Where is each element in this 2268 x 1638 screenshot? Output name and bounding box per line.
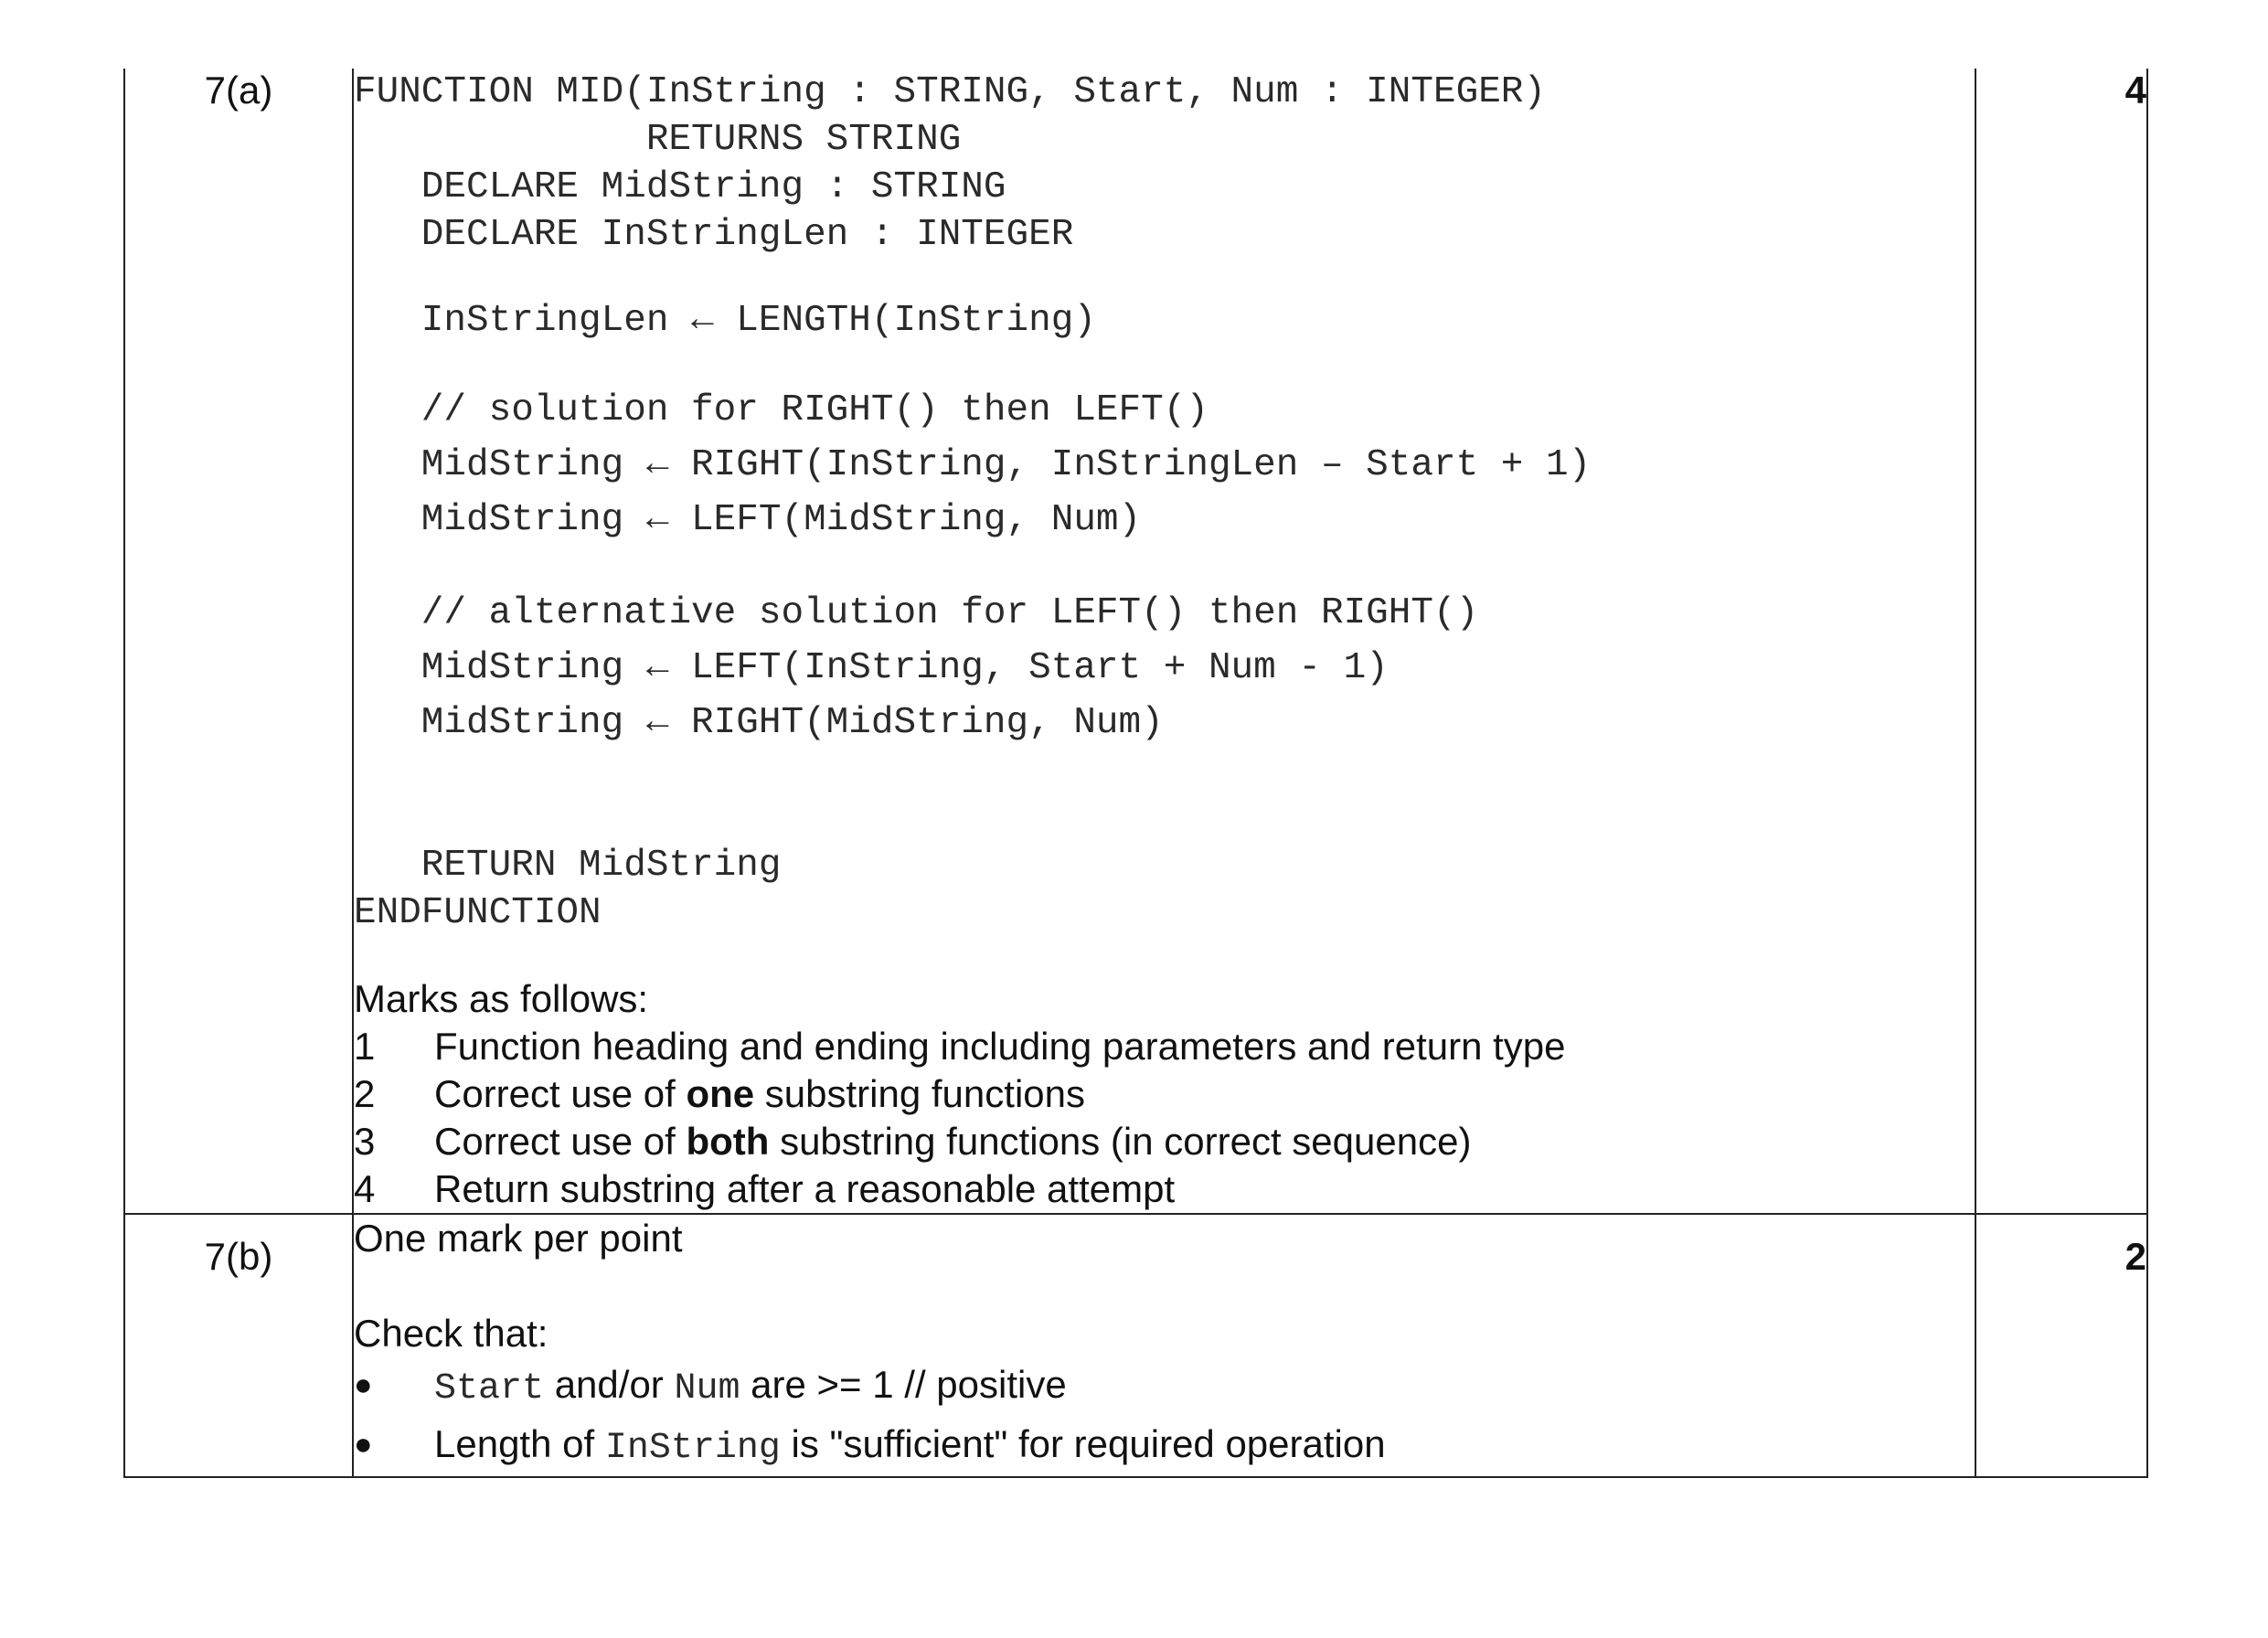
code-block-solution: // solution for RIGHT() then LEFT() MidString ← RIGHT(InString, InStringLen – Start + 1) MidString ← LEFT(MidString, Num) [354, 389, 1592, 541]
question-number: 7(b) [124, 1214, 353, 1477]
list-item: 1 Function heading and ending including parameters and return type [354, 1025, 1566, 1068]
marks-value: 2 [1975, 1214, 2147, 1477]
list-item: 4 Return substring after a reasonable attempt [354, 1167, 1176, 1210]
code-block-return: RETURN MidString ENDFUNCTION [354, 845, 782, 934]
answer-cell [353, 69, 1975, 1214]
bullet-icon: ● [354, 1367, 373, 1402]
check-heading: Check that: [354, 1312, 548, 1355]
list-item: 3 Correct use of both substring functions (in correct sequence) [354, 1120, 1472, 1163]
marks-heading: Marks as follows: [354, 977, 649, 1020]
list-item: ● Start and/or Num are >= 1 // positive [354, 1357, 1975, 1417]
question-number: 7(a) [124, 69, 353, 1214]
code-block-length: InStringLen ← LENGTH(InString) [354, 300, 1096, 342]
table-row-7a [124, 69, 2147, 1214]
code-block-function-header: FUNCTION MID(InString : STRING, Start, Num : INTEGER) RETURNS STRING DECLARE MidString : STRING DECLARE InStringLen : INTEGER [354, 71, 1547, 256]
list-item: ● Length of InString is "sufficient" for required operation [354, 1417, 1975, 1476]
check-bullets [354, 1357, 1975, 1476]
table-row-7b [124, 1214, 2147, 1477]
mark-scheme-table [123, 69, 2148, 1478]
mark-scheme-sheet [123, 69, 2146, 1478]
intro-text: One mark per point [354, 1217, 683, 1260]
list-item: 2 Correct use of one substring functions [354, 1072, 1085, 1115]
code-block-alternative: // alternative solution for LEFT() then RIGHT() MidString ← LEFT(InString, Start + Num - 1) MidString ← RIGHT(MidString, Num) [354, 592, 1479, 744]
bullet-icon: ● [354, 1427, 373, 1462]
mark-points-list [354, 1023, 1975, 1213]
answer-cell [353, 1214, 1975, 1477]
marks-value: 4 [1975, 69, 2147, 1214]
